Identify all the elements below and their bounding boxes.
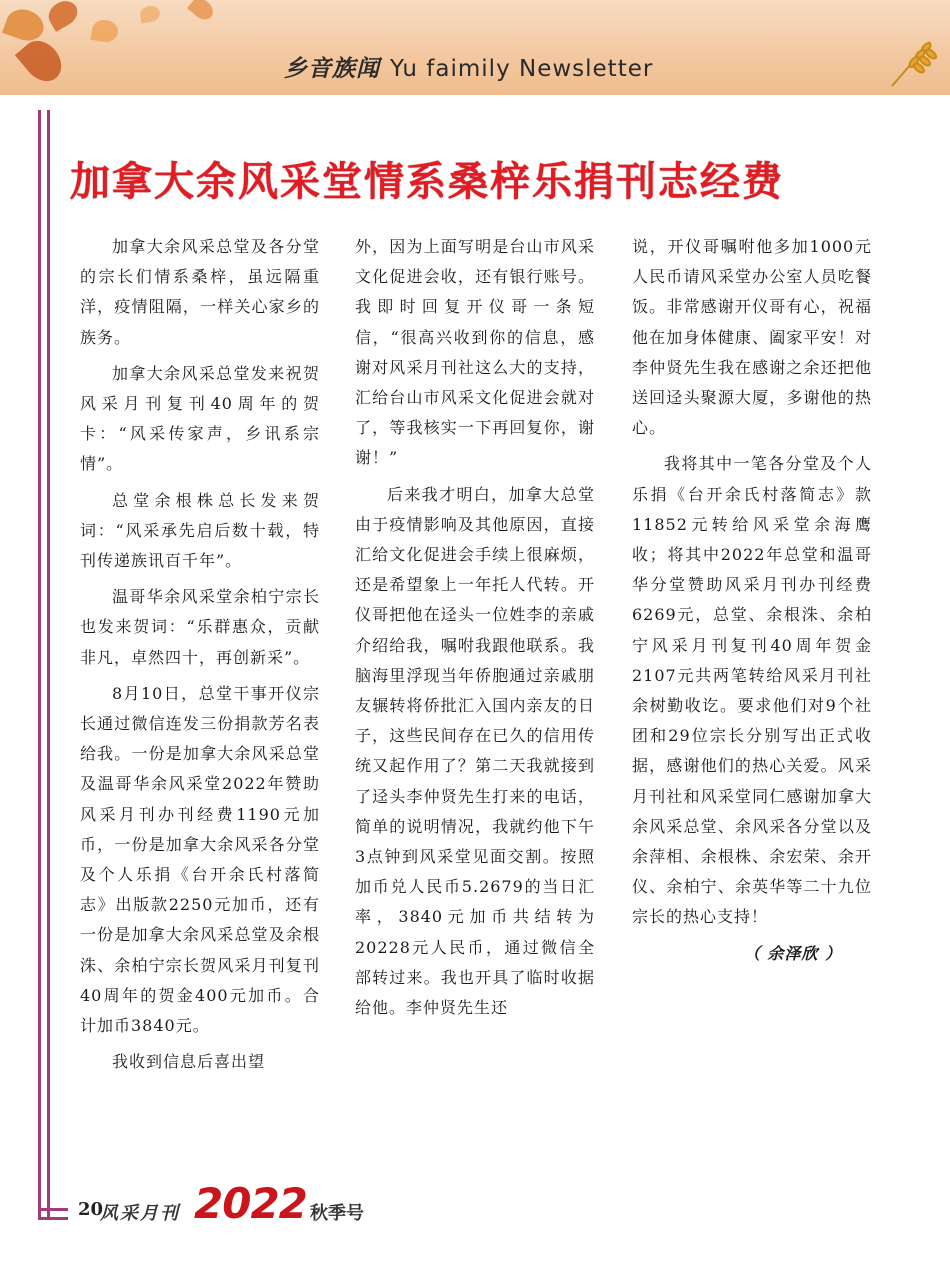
page-header <box>0 0 950 95</box>
article-title: 加拿大余风采堂情系桑梓乐捐刊志经费 <box>70 159 784 205</box>
leaf-decoration <box>139 4 161 23</box>
leaf-decoration <box>44 0 82 32</box>
header-en: Yu faimily Newsletter <box>390 56 654 82</box>
issue-year: 2022 <box>194 1179 307 1228</box>
page-number: 20 <box>78 1199 104 1220</box>
paragraph: 我将其中一笔各分堂及个人乐捐《台开余氏村落简志》款11852元转给风采堂余海鹰收；将其中2022年总堂和温哥华分堂赞助风采月刊办刊经费6269元，总堂、余根洙、余柏宁风采月刊复刊40周年贺金2107元共两笔转给风采月刊社余树勤收讫。要求他们对9个社团和29位宗长分别写出正式收据，感谢他们的热心关爱。风采月刊社和风采堂同仁感谢加拿大余风采总堂、余风采各分堂以及余萍相、余根株、余宏荣、余开仪、余柏宁、余英华等二十九位宗长的热心支持！ <box>632 454 872 927</box>
footer-accent-bar <box>38 1208 68 1220</box>
paragraph: 说，开仪哥嘱咐他多加1000元人民币请风采堂办公室人员吃餐饭。非常感谢开仪哥有心，祝福他在加身体健康、阖家平安！对李仲贤先生我在感谢之余还把他送回迳头聚源大厦，多谢他的热心。 <box>632 237 872 438</box>
paragraph: 外，因为上面写明是台山市风采文化促进会收，还有银行账号。我即时回复开仪哥一条短信，“很高兴收到你的信息，感谢对风采月刊社这么大的支持，汇给台山市风采文化促进会就对了，等我核实一下再回复你，谢谢！” <box>355 237 595 468</box>
article-column-2 <box>355 232 595 1029</box>
paragraph: 我收到信息后喜出望 <box>112 1052 266 1072</box>
leaf-decoration <box>15 33 69 89</box>
magazine-name: 风采月刊 <box>100 1203 180 1224</box>
paragraph: 后来我才明白，加拿大总堂由于疫情影响及其他原因，直接汇给文化促进会手续上很麻烦，还是希望象上一年托人代转。开仪哥把他在迳头一位姓李的亲戚介绍给我，嘱咐我跟他联系。我脑海里浮现当年侨胞通过亲戚朋友辗转将侨批汇入国内亲友的日子，这些民间存在已久的信用传统又起作用了？第二天我就接到了迳头李仲贤先生打来的电话，简单的说明情况，我就约他下午3点钟到风采堂见面交割。按照加币兑人民币5.2679的当日汇率，3840元加币共结转为20228元人民币，通过微信全部转过来。我也开具了临时收据给他。李仲贤先生还 <box>355 484 595 1018</box>
paragraph: 温哥华余风采堂余柏宁宗长也发来贺词：“乐群惠众，贡献非凡，卓然四十，再创新采”。 <box>80 587 320 667</box>
side-accent-bar <box>38 110 50 1220</box>
header-cn: 乡音族闻 <box>284 55 380 82</box>
author-signature: （ 余泽欣 ） <box>743 943 842 963</box>
leaf-decoration <box>90 18 119 44</box>
article-column-3 <box>632 232 872 975</box>
article-column-1 <box>80 232 320 1083</box>
leaf-decoration <box>2 4 48 45</box>
paragraph: 总堂余根株总长发来贺词：“风采承先启后数十载，特刊传递族讯百千年”。 <box>80 490 320 571</box>
paragraph: 加拿大余风采总堂发来祝贺风采月刊复刊40周年的贺卡：“风采传家声，乡讯系宗情”。 <box>80 363 320 474</box>
paragraph: 8月10日，总堂干事开仪宗长通过微信连发三份捐款芳名表给我。一份是加拿大余风采总堂及温哥华余风采堂2022年赞助风采月刊办刊经费1190元加币，一份是加拿大余风采各分堂及个人乐捐《台开余氏村落简志》出版款2250元加币，还有一份是加拿大余风采总堂及余根洙、余柏宁宗长贺风采月刊复刊40周年的贺金400元加币。合计加币3840元。 <box>80 683 320 1036</box>
newsletter-header <box>284 50 653 83</box>
issue-season: 秋季号 <box>310 1203 364 1224</box>
leaf-decoration <box>187 0 217 24</box>
paragraph: 加拿大余风采总堂及各分堂的宗长们情系桑梓，虽远隔重洋，疫情阻隔，一样关心家乡的族务。 <box>80 237 320 347</box>
wheat-icon <box>882 38 940 88</box>
